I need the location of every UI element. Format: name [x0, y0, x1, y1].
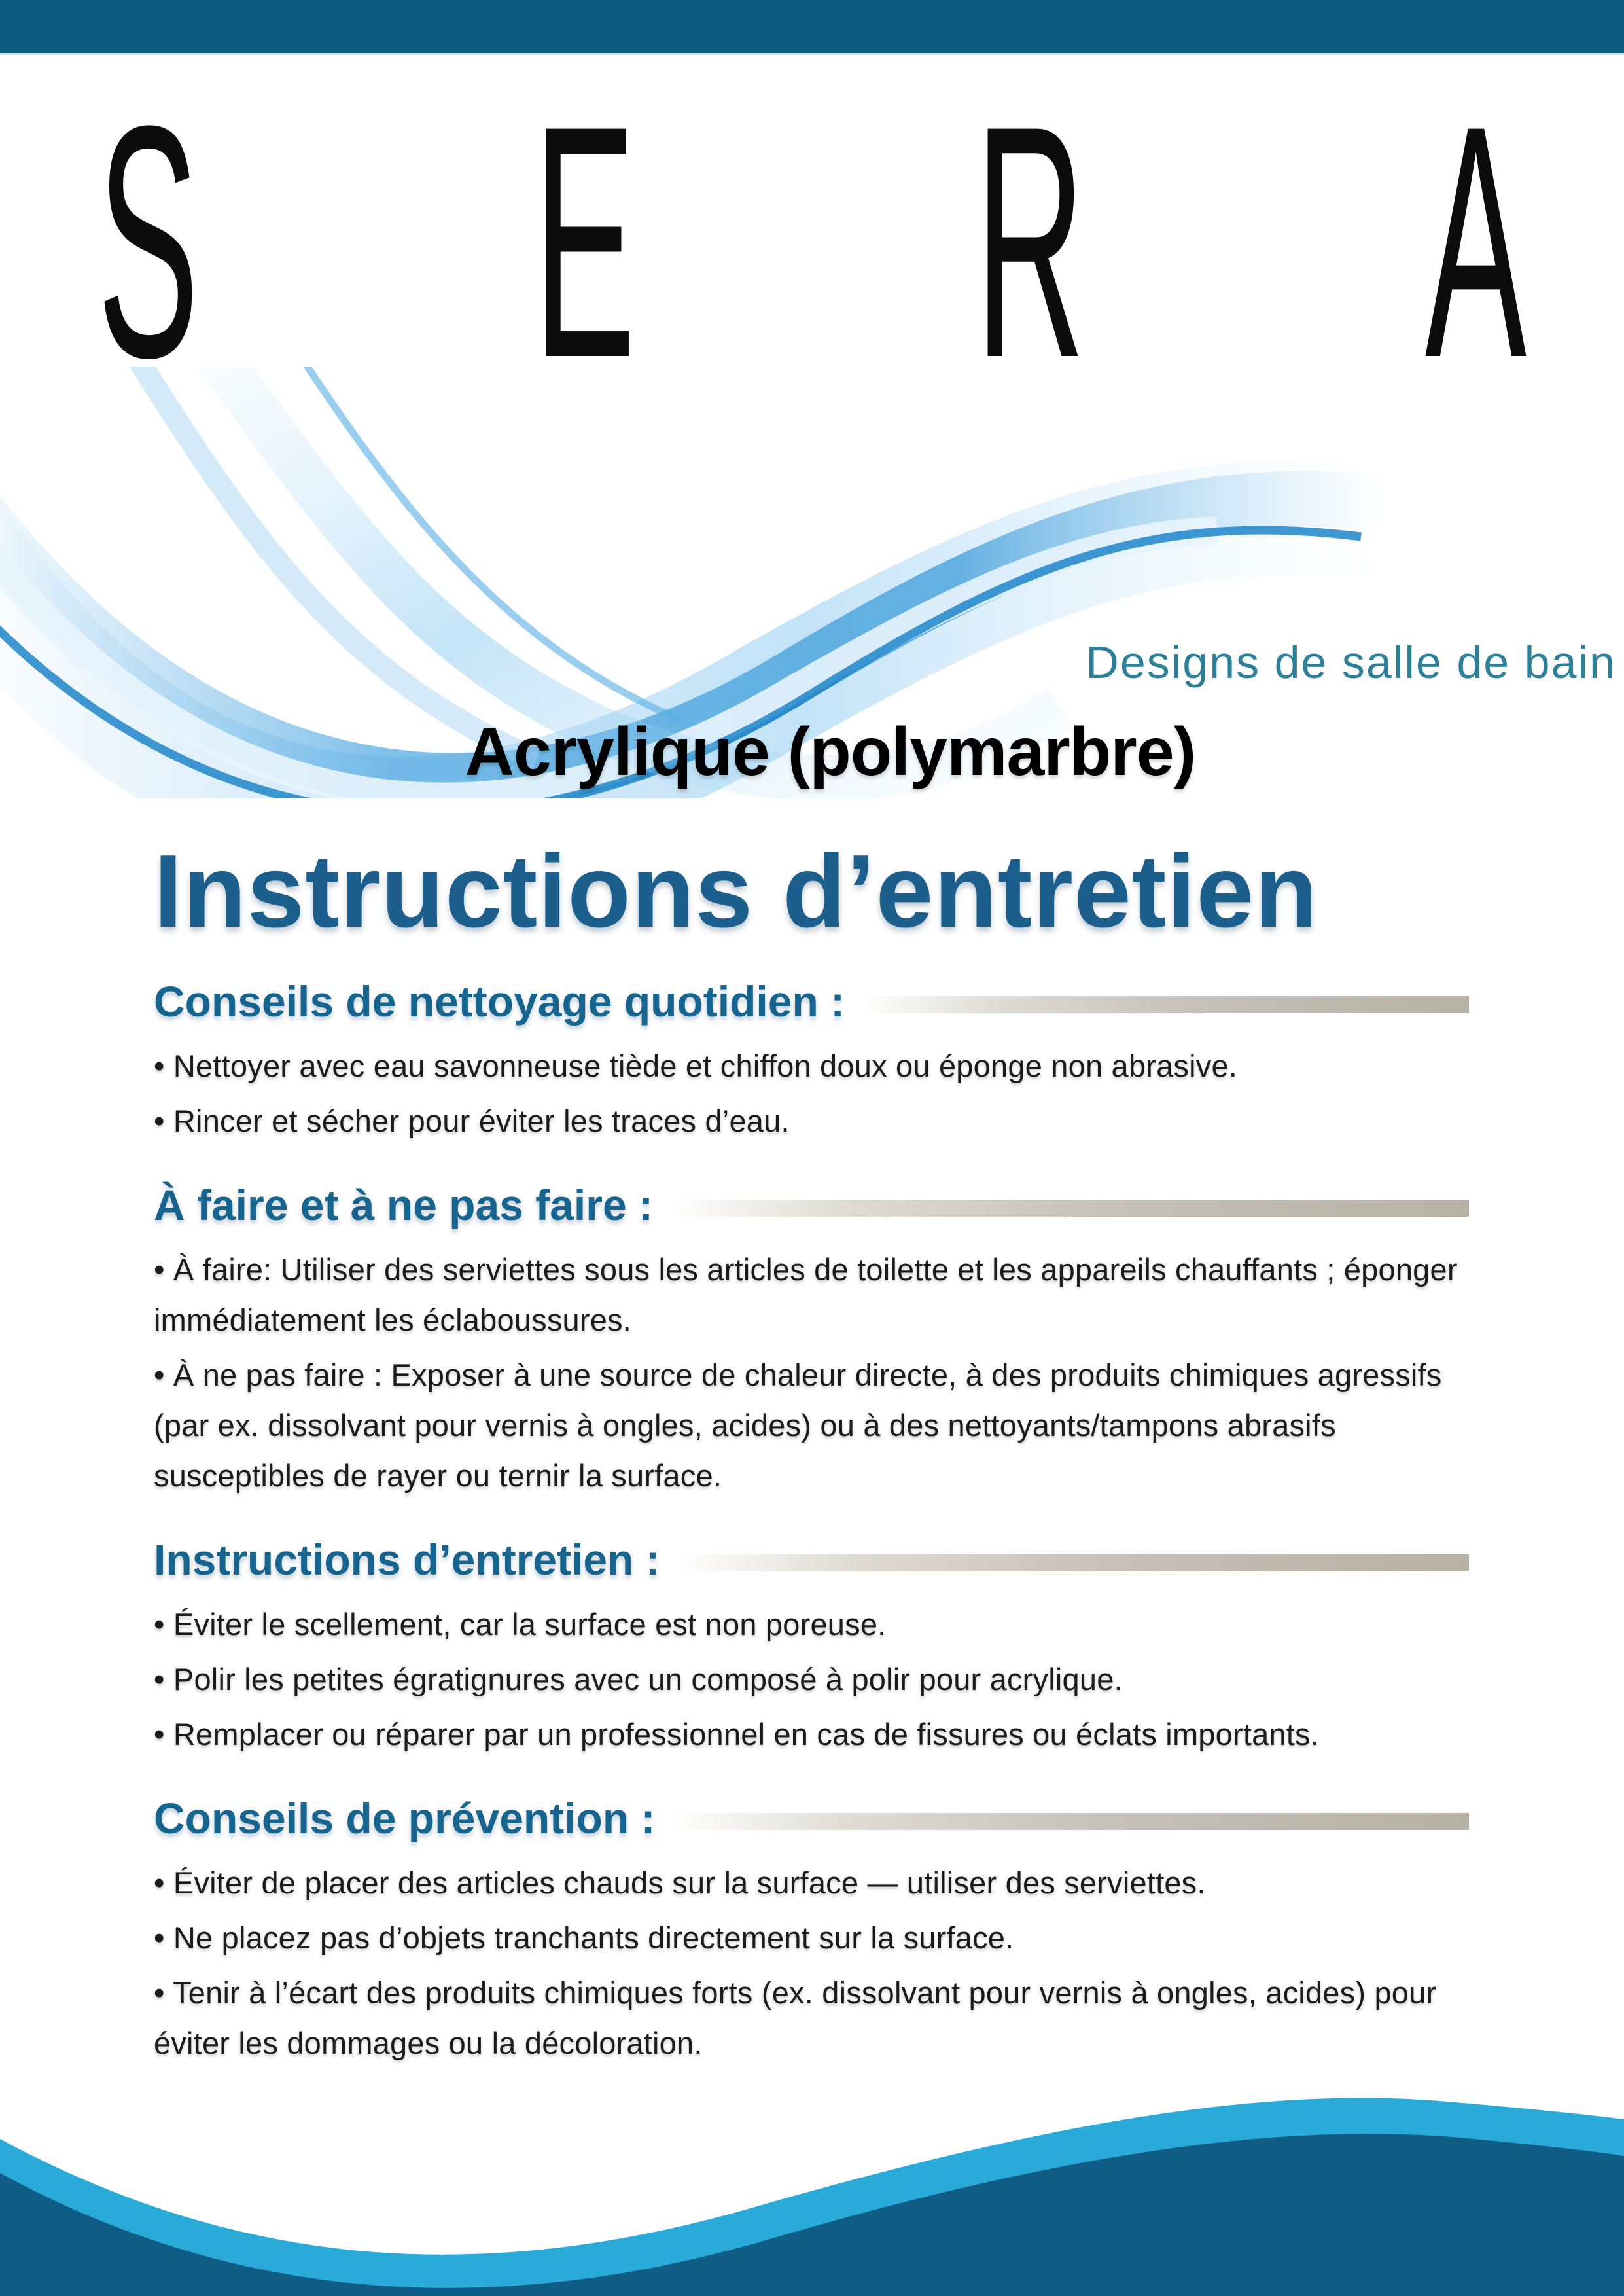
heading-rule	[673, 1813, 1469, 1830]
brand-logo	[0, 58, 1624, 427]
bullet-item: • À ne pas faire : Exposer à une source de chaleur directe, à des produits chimiques agressifs (par ex. dissolvant pour vernis à ongles, acides) ou à des nettoyants/tampons abrasifs susceptibles de rayer ou ternir la surface.	[154, 1357, 1442, 1493]
section-dos-and-donts	[154, 1180, 1498, 1501]
bullet-item: • Remplacer ou réparer par un professionnel en cas de fissures ou éclats importants.	[154, 1717, 1319, 1751]
top-color-bar	[0, 0, 1624, 55]
heading-rule	[863, 996, 1469, 1013]
section-prevention-tips	[154, 1793, 1498, 2068]
section-title: À faire et à ne pas faire :	[154, 1181, 653, 1229]
bullet-item: • Tenir à l’écart des produits chimiques forts (ex. dissolvant pour vernis à ongles, acides) pour éviter les dommages ou la décoloration.	[154, 1975, 1437, 2060]
heading-rule	[671, 1200, 1469, 1217]
brand-letter: R	[975, 58, 1086, 427]
section-care-instructions	[154, 1535, 1498, 1759]
section-title: Conseils de prévention :	[154, 1794, 656, 1842]
bullet-item: • Polir les petites égratignures avec un composé à polir pour acrylique.	[154, 1662, 1123, 1696]
bullet-item: • Éviter le scellement, car la surface est non poreuse.	[154, 1607, 887, 1641]
product-title: Acrylique (polymarbre)	[465, 714, 1196, 790]
sections-container	[154, 977, 1498, 2073]
bullet-item: • Éviter de placer des articles chauds sur la surface — utiliser des serviettes.	[154, 1865, 1206, 1900]
brand-letter: S	[97, 58, 200, 427]
section-daily-cleaning	[154, 977, 1498, 1146]
bullet-item: • À faire: Utiliser des serviettes sous les articles de toilette et les appareils chauffants ; éponger immédiatement les éclaboussures.	[154, 1252, 1458, 1337]
bullet-item: • Rincer et sécher pour éviter les traces d’eau.	[154, 1103, 790, 1138]
bullet-item: • Ne placez pas d’objets tranchants directement sur la surface.	[154, 1920, 1014, 1955]
bullet-item: • Nettoyer avec eau savonneuse tiède et chiffon doux ou éponge non abrasive.	[154, 1049, 1238, 1083]
footer-wave-graphic	[0, 2073, 1624, 2296]
section-title: Conseils de nettoyage quotidien :	[154, 977, 845, 1026]
page-title: Instructions d’entretien	[154, 834, 1318, 949]
brand-letter: E	[534, 58, 636, 427]
section-title: Instructions d’entretien :	[154, 1535, 660, 1584]
brand-tagline: Designs de salle de bain	[1086, 637, 1616, 688]
brand-letter: A	[1424, 58, 1527, 427]
heading-rule	[679, 1554, 1469, 1571]
